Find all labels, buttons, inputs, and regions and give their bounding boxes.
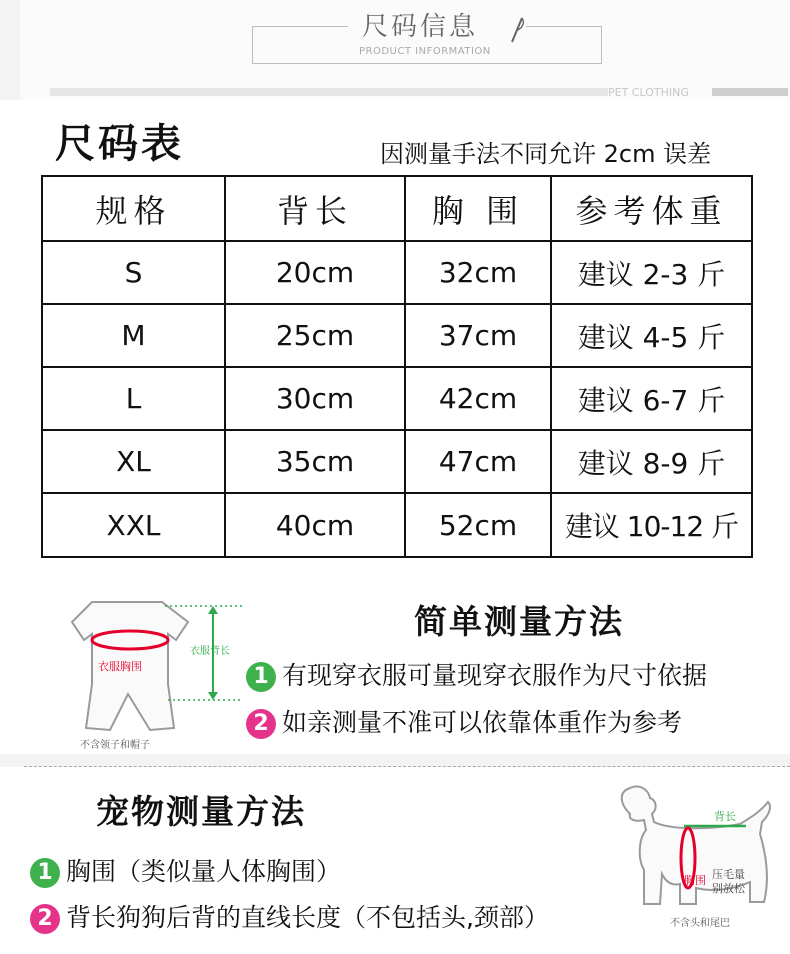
dog-back-label: 背长 — [714, 810, 736, 823]
dog-fur-note-1: 压毛量 — [712, 868, 745, 881]
column-header-weight: 参考体重 — [551, 176, 752, 241]
shirt-footnote: 不含领子和帽子 — [80, 740, 150, 751]
dog-diagram — [600, 774, 790, 936]
chest-cell: 37cm — [405, 304, 551, 367]
weight-cell: 建议 4-5 斤 — [551, 304, 752, 367]
leaf-icon — [508, 16, 526, 44]
dog-footnote: 不含头和尾巴 — [670, 918, 730, 929]
size-table — [41, 175, 753, 558]
back-length-cell: 25cm — [225, 304, 405, 367]
chest-cell: 47cm — [405, 430, 551, 493]
chest-cell: 42cm — [405, 367, 551, 430]
step-number-1-badge: 1 — [30, 858, 60, 888]
back-length-cell: 30cm — [225, 367, 405, 430]
size-cell: S — [42, 241, 225, 304]
tolerance-note: 因测量手法不同允许 2cm 误差 — [380, 140, 712, 168]
back-length-cell: 20cm — [225, 241, 405, 304]
pet-clothing-label: PET CLOTHING — [608, 86, 689, 99]
pet-step-2-text: 背长狗狗后背的直线长度（不包括头,颈部） — [66, 903, 549, 932]
table-row — [42, 367, 752, 430]
simple-method-title: 简单测量方法 — [414, 602, 624, 641]
pet-step-1 — [30, 852, 341, 888]
column-header-chest: 胸 围 — [405, 176, 551, 241]
simple-step-1 — [246, 656, 707, 692]
header-subtitle: PRODUCT INFORMATION — [359, 46, 491, 57]
back-length-cell: 35cm — [225, 430, 405, 493]
size-cell: M — [42, 304, 225, 367]
shirt-diagram — [50, 582, 245, 752]
table-row — [42, 430, 752, 493]
table-row — [42, 304, 752, 367]
size-chart-title: 尺码表 — [55, 121, 184, 167]
pet-method-title: 宠物测量方法 — [96, 792, 306, 831]
dog-fur-note-2: 别放松 — [712, 882, 745, 895]
pet-step-2 — [30, 898, 549, 934]
header-stripe-accent — [712, 88, 788, 96]
step-number-2-badge: 2 — [30, 904, 60, 934]
chest-cell: 32cm — [405, 241, 551, 304]
shirt-back-label: 衣服背长 — [190, 646, 230, 657]
step-number-2-badge: 2 — [246, 709, 276, 739]
step-number-1-badge: 1 — [246, 662, 276, 692]
weight-cell: 建议 8-9 斤 — [551, 430, 752, 493]
size-cell: XL — [42, 430, 225, 493]
table-header-row — [42, 176, 752, 241]
header-title: 尺码信息 — [362, 12, 479, 42]
weight-cell: 建议 2-3 斤 — [551, 241, 752, 304]
simple-step-1-text: 有现穿衣服可量现穿衣服作为尺寸依据 — [282, 661, 708, 690]
header-stripe — [50, 88, 608, 96]
size-cell: L — [42, 367, 225, 430]
pet-step-1-text: 胸围（类似量人体胸围） — [66, 857, 342, 886]
size-cell: XXL — [42, 493, 225, 557]
weight-cell: 建议 6-7 斤 — [551, 367, 752, 430]
simple-step-2-text: 如亲测量不准可以依靠体重作为参考 — [282, 708, 683, 737]
table-row — [42, 241, 752, 304]
chest-cell: 52cm — [405, 493, 551, 557]
dog-chest-label: 胸围 — [684, 874, 706, 887]
table-row — [42, 493, 752, 557]
column-header-size: 规格 — [42, 176, 225, 241]
back-length-cell: 40cm — [225, 493, 405, 557]
shirt-chest-label: 衣服胸围 — [98, 660, 142, 673]
weight-cell: 建议 10-12 斤 — [551, 493, 752, 557]
simple-step-2 — [246, 703, 682, 739]
column-header-back-length: 背长 — [225, 176, 405, 241]
